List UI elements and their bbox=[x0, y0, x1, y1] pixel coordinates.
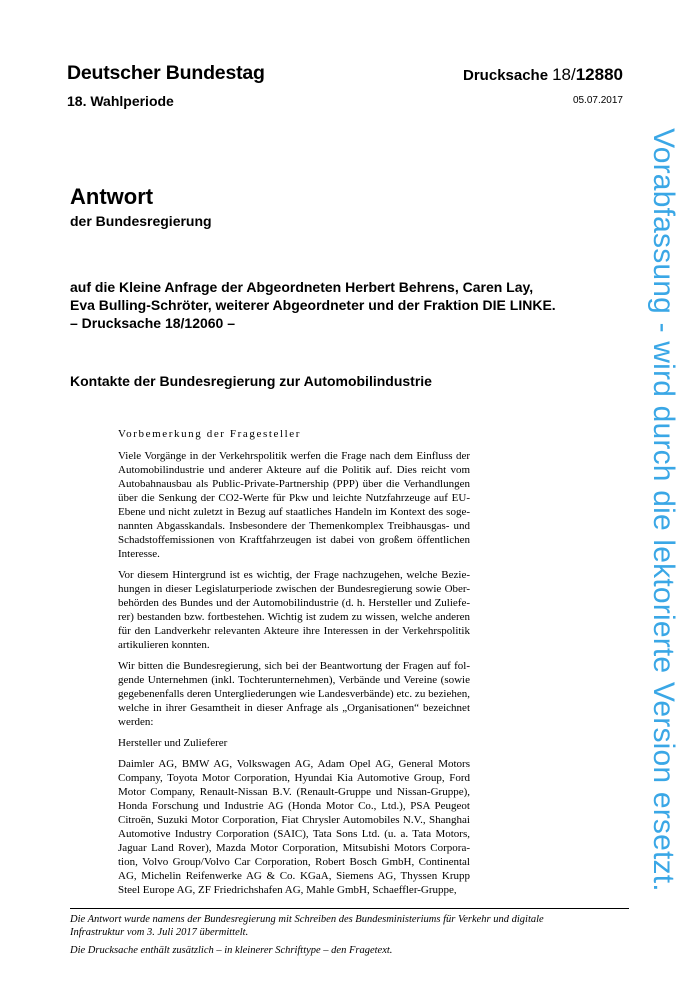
paragraph-line: Automotive Industry Corporation (SAIC), Tata Sons Ltd. (u. a. Tata Motors, bbox=[118, 828, 470, 840]
document-subtitle: der Bundesregierung bbox=[70, 213, 212, 229]
paragraph-line: für den Landverkehr relevanten Akteure ihre Interessen in der Verkehrspolitik bbox=[118, 625, 470, 637]
paragraph-line: Motor Company, Renault-Nissan B.V. (Renault-Gruppe und Nissan-Gruppe), bbox=[118, 786, 470, 798]
inquiry-line: Eva Bulling-Schröter, weiterer Abgeordneter und der Fraktion DIE LINKE. bbox=[70, 297, 556, 313]
document-number-main: 12880 bbox=[575, 65, 623, 84]
preface-paragraphs bbox=[118, 449, 470, 897]
preface-section bbox=[118, 427, 470, 904]
paragraph-line: behörden des Bundes und der Automobilindustrie (d. h. Hersteller und Zuliefe- bbox=[118, 597, 470, 609]
paragraph-line: Wir bitten die Bundesregierung, sich bei der Beantwortung der Fragen auf fol- bbox=[118, 660, 470, 672]
paragraph-line: Interesse. bbox=[118, 548, 160, 560]
paragraph-line: Jaguar Land Rover), Mazda Motor Corporation, Mitsubishi Motors Corpora- bbox=[118, 842, 470, 854]
paragraph-line: Hersteller und Zulieferer bbox=[118, 737, 228, 749]
footer-note bbox=[70, 913, 640, 957]
preface-paragraph bbox=[118, 568, 470, 652]
institution-name: Deutscher Bundestag bbox=[67, 62, 265, 84]
footer-line: Die Drucksache enthält zusätzlich – in kleinerer Schrifttype – den Fragetext. bbox=[70, 945, 393, 956]
preface-paragraph bbox=[118, 449, 470, 561]
paragraph-line: hungen in dieser Legislaturperiode zwischen der Bundesregierung sowie Ober- bbox=[118, 583, 470, 595]
paragraph-line: gende Unternehmen (inkl. Tochterunternehmen), Verbände und Vereine (sowie bbox=[118, 674, 470, 686]
document-number-prefix: 18/ bbox=[552, 65, 576, 84]
paragraph-line: Citroën, Suzuki Motor Corporation, Fiat Chrysler Automobiles N.V., Shanghai bbox=[118, 814, 470, 826]
paragraph-line: über die Senkung der CO2-Werte für Pkw und leichte Nutzfahrzeuge auf EU- bbox=[118, 492, 470, 504]
document-number bbox=[463, 65, 623, 85]
paragraph-line: Vor diesem Hintergrund ist es wichtig, der Frage nachzugehen, welche Bezie- bbox=[118, 569, 470, 581]
paragraph-line: Schadstoffemissionen von Kraftfahrzeugen ist dabei von großem öffentlichen bbox=[118, 534, 470, 546]
paragraph-line: Steel Europe AG, ZF Friedrichshafen AG, Mahle GmbH, Schaeffler-Gruppe, bbox=[118, 884, 457, 896]
paragraph-line: Automobilindustrie und anderer Akteure auf die Politik auf. Dies reicht vom bbox=[118, 464, 470, 476]
paragraph-line: artikulieren konnten. bbox=[118, 639, 210, 651]
paragraph-line: tion, Volvo Group/Volvo Car Corporation, Robert Bosch GmbH, Continental bbox=[118, 856, 470, 868]
legislative-period: 18. Wahlperiode bbox=[67, 93, 174, 109]
document-title: Antwort bbox=[70, 184, 154, 209]
paragraph-line: Autobahnausbau als Public-Private-Partnership (PPP) über die Verhandlungen bbox=[118, 478, 470, 490]
inquiry-reference bbox=[70, 278, 556, 332]
paragraph-line: Company, Toyota Motor Corporation, Hyundai Kia Automotive Group, Ford bbox=[118, 772, 470, 784]
inquiry-line: auf die Kleine Anfrage der Abgeordneten Herbert Behrens, Caren Lay, bbox=[70, 279, 534, 295]
preface-heading: Vorbemerkung der Fragesteller bbox=[118, 428, 302, 440]
document-label: Drucksache bbox=[463, 67, 549, 84]
preface-paragraph bbox=[118, 757, 470, 897]
footer-divider bbox=[70, 908, 629, 909]
paragraph-line: Daimler AG, BMW AG, Volkswagen AG, Adam Opel AG, General Motors bbox=[118, 758, 470, 770]
paragraph-line: rer) bestanden bzw. fortbestehen. Wichtig ist zudem zu wissen, welche anderen bbox=[118, 611, 470, 623]
paragraph-line: Honda Forschung und Industrie AG (Honda Motor Co., Ltd.), PSA Peugeot bbox=[118, 800, 470, 812]
preface-paragraph bbox=[118, 659, 470, 729]
inquiry-line: – Drucksache 18/12060 – bbox=[70, 315, 236, 331]
paragraph-line: welche in ihrer Gesamtheit in dieser Anfrage als „Organisationen“ bezeichnet bbox=[118, 702, 470, 714]
paragraph-line: Viele Vorgänge in der Verkehrspolitik werfen die Frage nach dem Einfluss der bbox=[118, 450, 470, 462]
paragraph-line: gegebenenfalls deren Untergliederungen wie Landesverbände) etc. zu beziehen, bbox=[118, 688, 470, 700]
paragraph-line: Ebene und nicht zuletzt in Bezug auf staatliches Handeln im Kontext des soge- bbox=[118, 506, 470, 518]
paragraph-line: AG, Michelin Reifenwerke AG & Co. KGaA, Siemens AG, Thyssen Krupp bbox=[118, 870, 470, 882]
paragraph-line: nannten Abgasskandals. Insbesondere der Themenkomplex Treibhausgas- und bbox=[118, 520, 470, 532]
footer-line: Die Antwort wurde namens der Bundesregierung mit Schreiben des Bundesministeriums für Verkehr und digitale bbox=[70, 914, 544, 925]
preface-paragraph bbox=[118, 736, 470, 750]
paragraph-line: werden: bbox=[118, 716, 154, 728]
footer-line: Infrastruktur vom 3. Juli 2017 übermittelt. bbox=[70, 927, 249, 938]
document-date: 05.07.2017 bbox=[572, 95, 623, 106]
topic-heading: Kontakte der Bundesregierung zur Automobilindustrie bbox=[70, 373, 432, 389]
draft-watermark: Vorabfassung - wird durch die lektorierte Version ersetzt. bbox=[647, 128, 680, 892]
